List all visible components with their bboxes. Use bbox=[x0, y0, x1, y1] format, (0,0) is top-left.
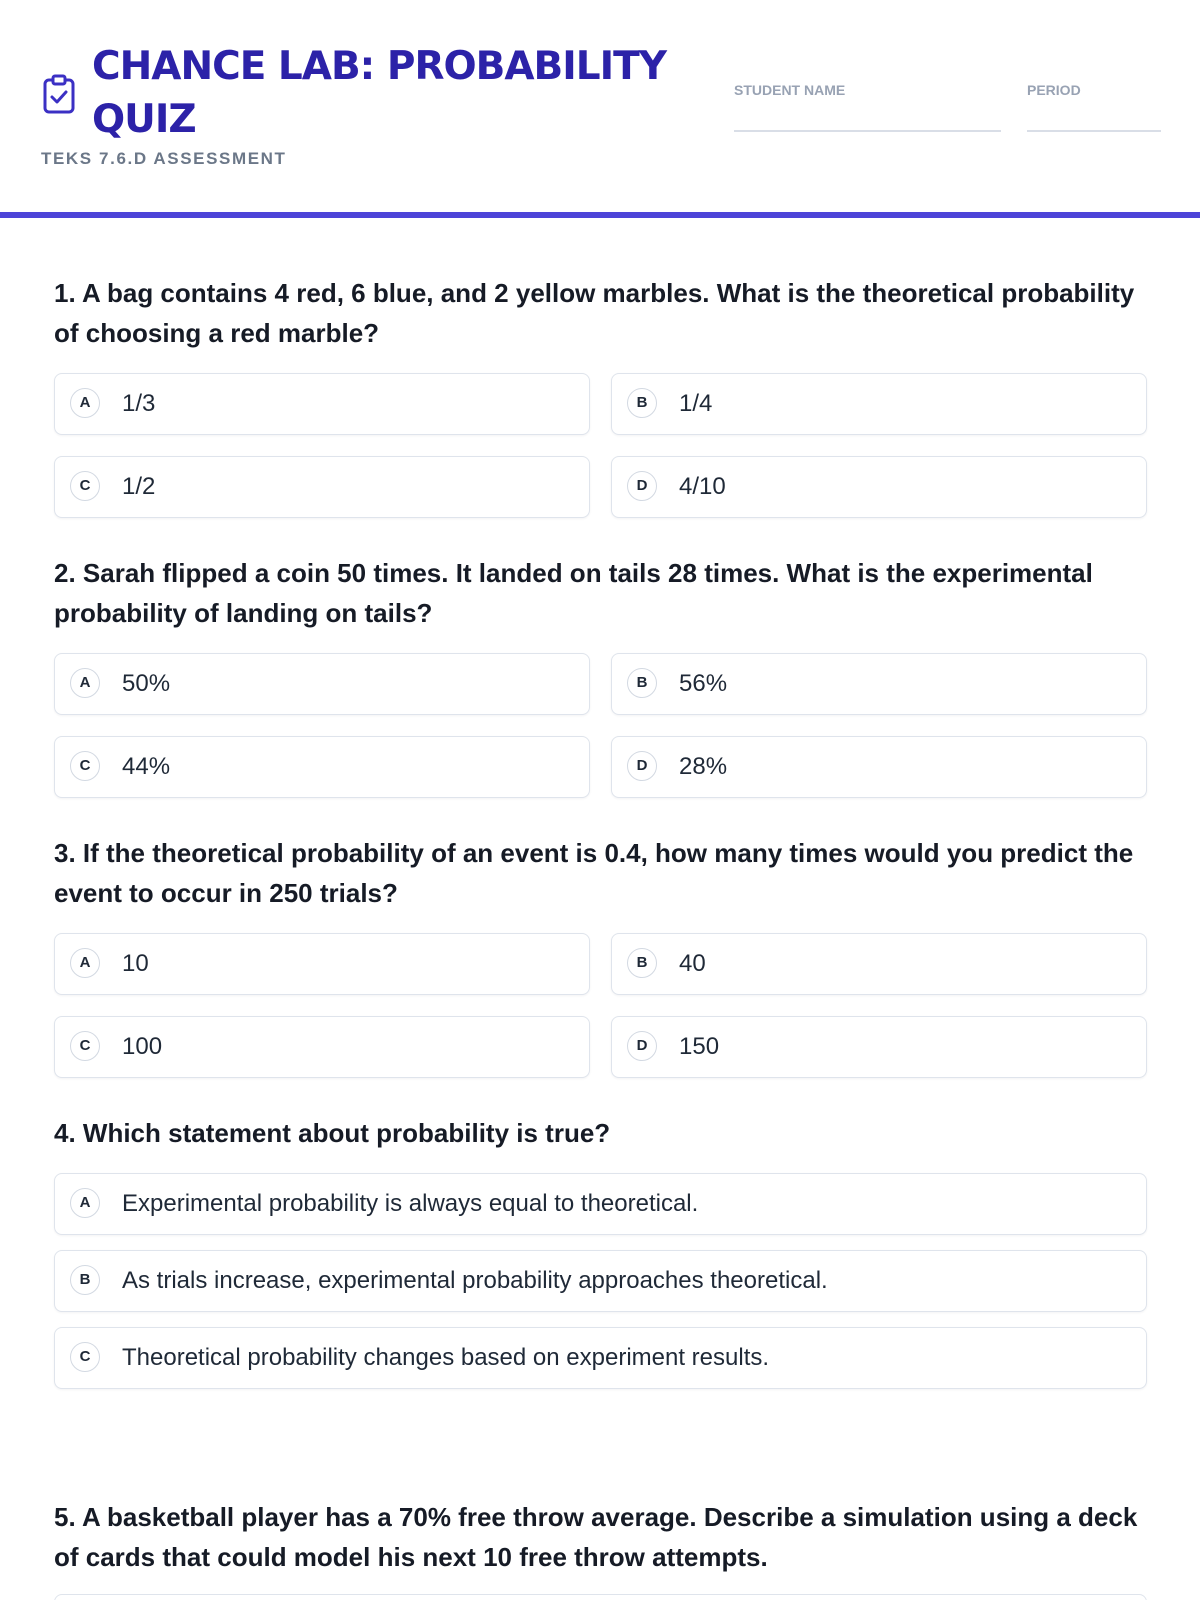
option-letter-badge: B bbox=[627, 948, 657, 978]
option-letter-badge: C bbox=[70, 471, 100, 501]
q2-option-a[interactable] bbox=[54, 653, 590, 715]
page-title: CHANCE LAB: PROBABILITY QUIZ bbox=[92, 44, 666, 142]
question-2-text: 2. Sarah flipped a coin 50 times. It landed on tails 28 times. What is the experimental probability of landing on tails? bbox=[54, 558, 1093, 628]
q2-option-d[interactable] bbox=[611, 736, 1147, 798]
option-letter-badge: C bbox=[70, 1031, 100, 1061]
option-letter-badge: B bbox=[70, 1265, 100, 1295]
q1-option-a[interactable] bbox=[54, 373, 590, 435]
q1-option-d[interactable] bbox=[611, 456, 1147, 518]
option-text: As trials increase, experimental probability approaches theoretical. bbox=[122, 1267, 828, 1294]
period-field[interactable] bbox=[1027, 130, 1161, 132]
option-text: 56% bbox=[679, 670, 728, 697]
option-text: Experimental probability is always equal to theoretical. bbox=[122, 1190, 699, 1217]
q3-option-a[interactable] bbox=[54, 933, 590, 995]
option-text: 1/3 bbox=[122, 390, 156, 417]
q2-option-c[interactable] bbox=[54, 736, 590, 798]
option-letter-badge: A bbox=[70, 668, 100, 698]
option-letter-badge: A bbox=[70, 948, 100, 978]
option-text: 1/4 bbox=[679, 390, 713, 417]
option-letter-badge: D bbox=[627, 1031, 657, 1061]
option-letter-badge: D bbox=[627, 471, 657, 501]
option-text: 40 bbox=[679, 950, 706, 977]
option-text: Theoretical probability changes based on experiment results. bbox=[122, 1344, 770, 1371]
assessment-subtitle: TEKS 7.6.D ASSESSMENT bbox=[41, 149, 287, 168]
option-text: 50% bbox=[122, 670, 171, 697]
student-name-label: STUDENT NAME bbox=[734, 82, 846, 98]
q5-response-area[interactable] bbox=[54, 1594, 1147, 1600]
option-text: 28% bbox=[679, 753, 728, 780]
period-label: PERIOD bbox=[1027, 82, 1081, 98]
header-divider bbox=[0, 212, 1200, 218]
option-letter-badge: C bbox=[70, 751, 100, 781]
option-text: 44% bbox=[122, 753, 171, 780]
option-letter-badge: B bbox=[627, 388, 657, 418]
option-text: 150 bbox=[679, 1033, 720, 1060]
q3-option-b[interactable] bbox=[611, 933, 1147, 995]
q1-option-c[interactable] bbox=[54, 456, 590, 518]
option-text: 100 bbox=[122, 1033, 163, 1060]
student-name-field[interactable] bbox=[734, 130, 1001, 132]
q3-option-d[interactable] bbox=[611, 1016, 1147, 1078]
question-1-text: 1. A bag contains 4 red, 6 blue, and 2 yellow marbles. What is the theoretical probability of choosing a red marble? bbox=[54, 278, 1135, 348]
q4-option-b[interactable] bbox=[54, 1250, 1147, 1312]
option-letter-badge: A bbox=[70, 388, 100, 418]
option-letter-badge: B bbox=[627, 668, 657, 698]
option-letter-badge: D bbox=[627, 751, 657, 781]
option-letter-badge: A bbox=[70, 1188, 100, 1218]
q4-option-a[interactable] bbox=[54, 1173, 1147, 1235]
q1-option-b[interactable] bbox=[611, 373, 1147, 435]
question-4-text: 4. Which statement about probability is true? bbox=[54, 1118, 611, 1148]
q3-option-c[interactable] bbox=[54, 1016, 590, 1078]
question-3-text: 3. If the theoretical probability of an event is 0.4, how many times would you predict the event to occur in 250 trials? bbox=[54, 838, 1134, 908]
option-text: 1/2 bbox=[122, 473, 156, 500]
question-5-text: 5. A basketball player has a 70% free throw average. Describe a simulation using a deck of cards that could model his next 10 free throw attempts. bbox=[54, 1502, 1138, 1572]
option-letter-badge: C bbox=[70, 1342, 100, 1372]
clipboard-check-icon bbox=[42, 74, 76, 114]
q2-option-b[interactable] bbox=[611, 653, 1147, 715]
option-text: 4/10 bbox=[679, 473, 726, 500]
quiz-header bbox=[0, 0, 1200, 212]
q4-option-c[interactable] bbox=[54, 1327, 1147, 1389]
option-text: 10 bbox=[122, 950, 149, 977]
